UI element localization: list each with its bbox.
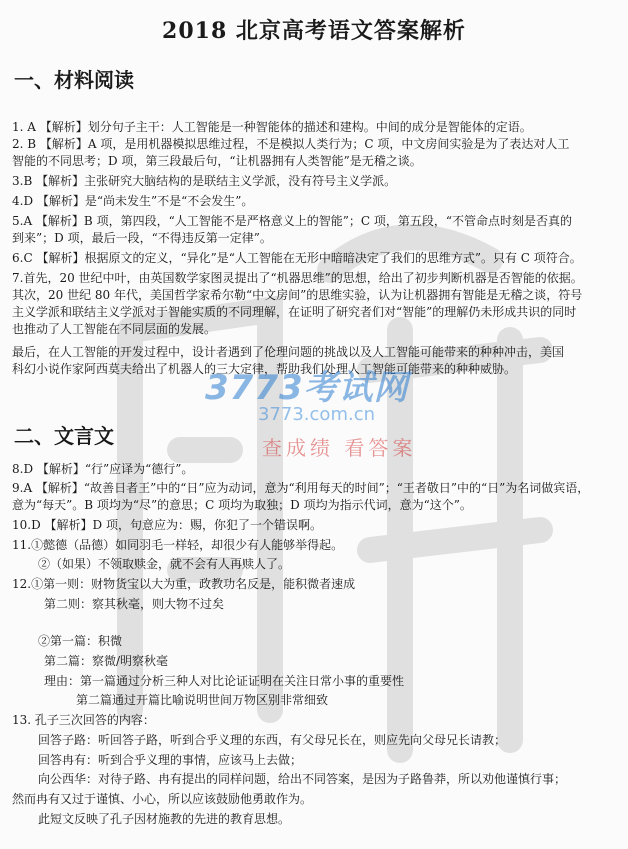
answer-line: 此短文反映了孔子因材施教的先进的教育思想。 [38, 812, 291, 826]
answer-line: 7.首先，20 世纪中叶，由英国数学家图灵提出了“机器思维”的思想，给出了初步判断机器是否智能的依据。 [12, 271, 583, 285]
answer-line: 然而冉有又过于谨慎、小心，所以应该鼓励他勇敢作为。 [12, 792, 313, 806]
answer-line: 1. A 【解析】划分句子主干：人工智能是一种智能体的描述和建构。中间的成分是智能体的定语。 [12, 120, 532, 134]
answer-line: 12.①第一则：财物货宝以大为重，政教功名反是，能积微者速成 [12, 577, 356, 591]
watermark-url: 3773.com.cn [258, 404, 375, 425]
answer-line: 第二篇通过开篇比喻说明世间万物区别非常细致 [76, 693, 329, 707]
section-heading-reading: 一、材料阅读 [14, 68, 134, 92]
answer-line: 向公西华：对待子路、冉有提出的同样问题，给出不同答案，是因为子路鲁莽，所以劝他谨慎行事； [38, 772, 567, 786]
answer-line: 4.D 【解析】是“尚未发生”不是“不会发生”。 [12, 194, 254, 208]
answer-line: 5.A 【解析】B 项，第四段，“人工智能不是严格意义上的智能”；C 项，第五段，“不管命点时刻是否真的 [12, 214, 572, 228]
answer-line: 10.D 【解析】D 项，句意应为：赐，你犯了一个错误啊。 [12, 518, 322, 532]
section-heading-classical: 二、文言文 [14, 424, 114, 448]
answer-line: 也推动了人工智能在不同层面的发展。 [12, 322, 217, 336]
watermark-logo: 3773考试网 [205, 368, 409, 408]
page-title: 2018 北京高考语文答案解析 [162, 18, 466, 44]
answer-line: 最后，在人工智能的开发过程中，设计者遇到了伦理问题的挑战以及人工智能可能带来的种种冲击，美国 [12, 345, 565, 359]
answer-line: 主义学派和联结主义学派对于智能实质的不同理解，在证明了研究者们对“智能”的理解仍未形成共识的同时 [12, 305, 577, 319]
answer-line: 智能的不同思考；D 项，第三段最后句，“让机器拥有人类智能”是无稽之谈。 [12, 154, 422, 168]
answer-line: 到来”；D 项，最后一段，“不得违反第一定律”。 [12, 231, 272, 245]
answer-line: 回答冉有：听到合乎义理的事情，应该马上去做； [38, 753, 303, 767]
answer-line: 理由：第一篇通过分析三种人对比论证证明在关注日常小事的重要性 [44, 674, 405, 688]
answer-line: 11.①懿德（品德）如同羽毛一样轻，却很少有人能够举得起。 [12, 538, 344, 552]
answer-line: 第二则：察其秋毫，则大物不过矣 [44, 597, 225, 611]
answer-line: 回答子路：听回答子路，听到合乎义理的东西，有父母兄长在，则应先向父母兄长请教； [38, 733, 507, 747]
answer-line: 6.C 【解析】根据原文的定义，“异化”是“人工智能在无形中暗暗决定了我们的思维方式”。只有 C 项符合。 [12, 251, 582, 265]
answer-line: ②（如果）不领取赎金，就不会有人再赎人了。 [38, 557, 291, 571]
watermark-stamp: 查成绩 看答案 [262, 436, 417, 460]
answer-line: 科幻小说作家阿西莫夫给出了机器人的三大定律，帮助我们处理人工智能可能带来的种种威胁。 [12, 362, 517, 376]
answer-line: ②第一篇：积微 [38, 634, 123, 648]
answer-line: 其次，20 世纪 80 年代，美国哲学家希尔勒“中文房间”的思维实验，认为让机器拥有智能是无稽之谈，符号 [12, 288, 583, 302]
answer-line: 9.A 【解析】“故善日者王”中的“日”应为动词，意为“利用每天的时间”；“王者敬日”中的“日”为名词做宾语， [12, 481, 590, 495]
answer-line: 3.B 【解析】主张研究大脑结构的是联结主义学派，没有符号主义学派。 [12, 174, 397, 188]
answer-line: 第二篇：察微/明察秋毫 [44, 654, 169, 668]
answer-line: 意为“每天”。B 项均为“尽”的意思；C 项均为取独；D 项均为指示代词，意为“这个”。 [12, 498, 472, 512]
answer-line: 13. 孔子三次回答的内容： [12, 713, 155, 727]
answer-line: 8.D 【解析】“行”应译为“德行”。 [12, 462, 194, 476]
answer-line: 2. B 【解析】A 项，是用机器模拟思维过程，不是模拟人类行为；C 项，中文房间实验是为了表达对人工 [12, 137, 570, 151]
